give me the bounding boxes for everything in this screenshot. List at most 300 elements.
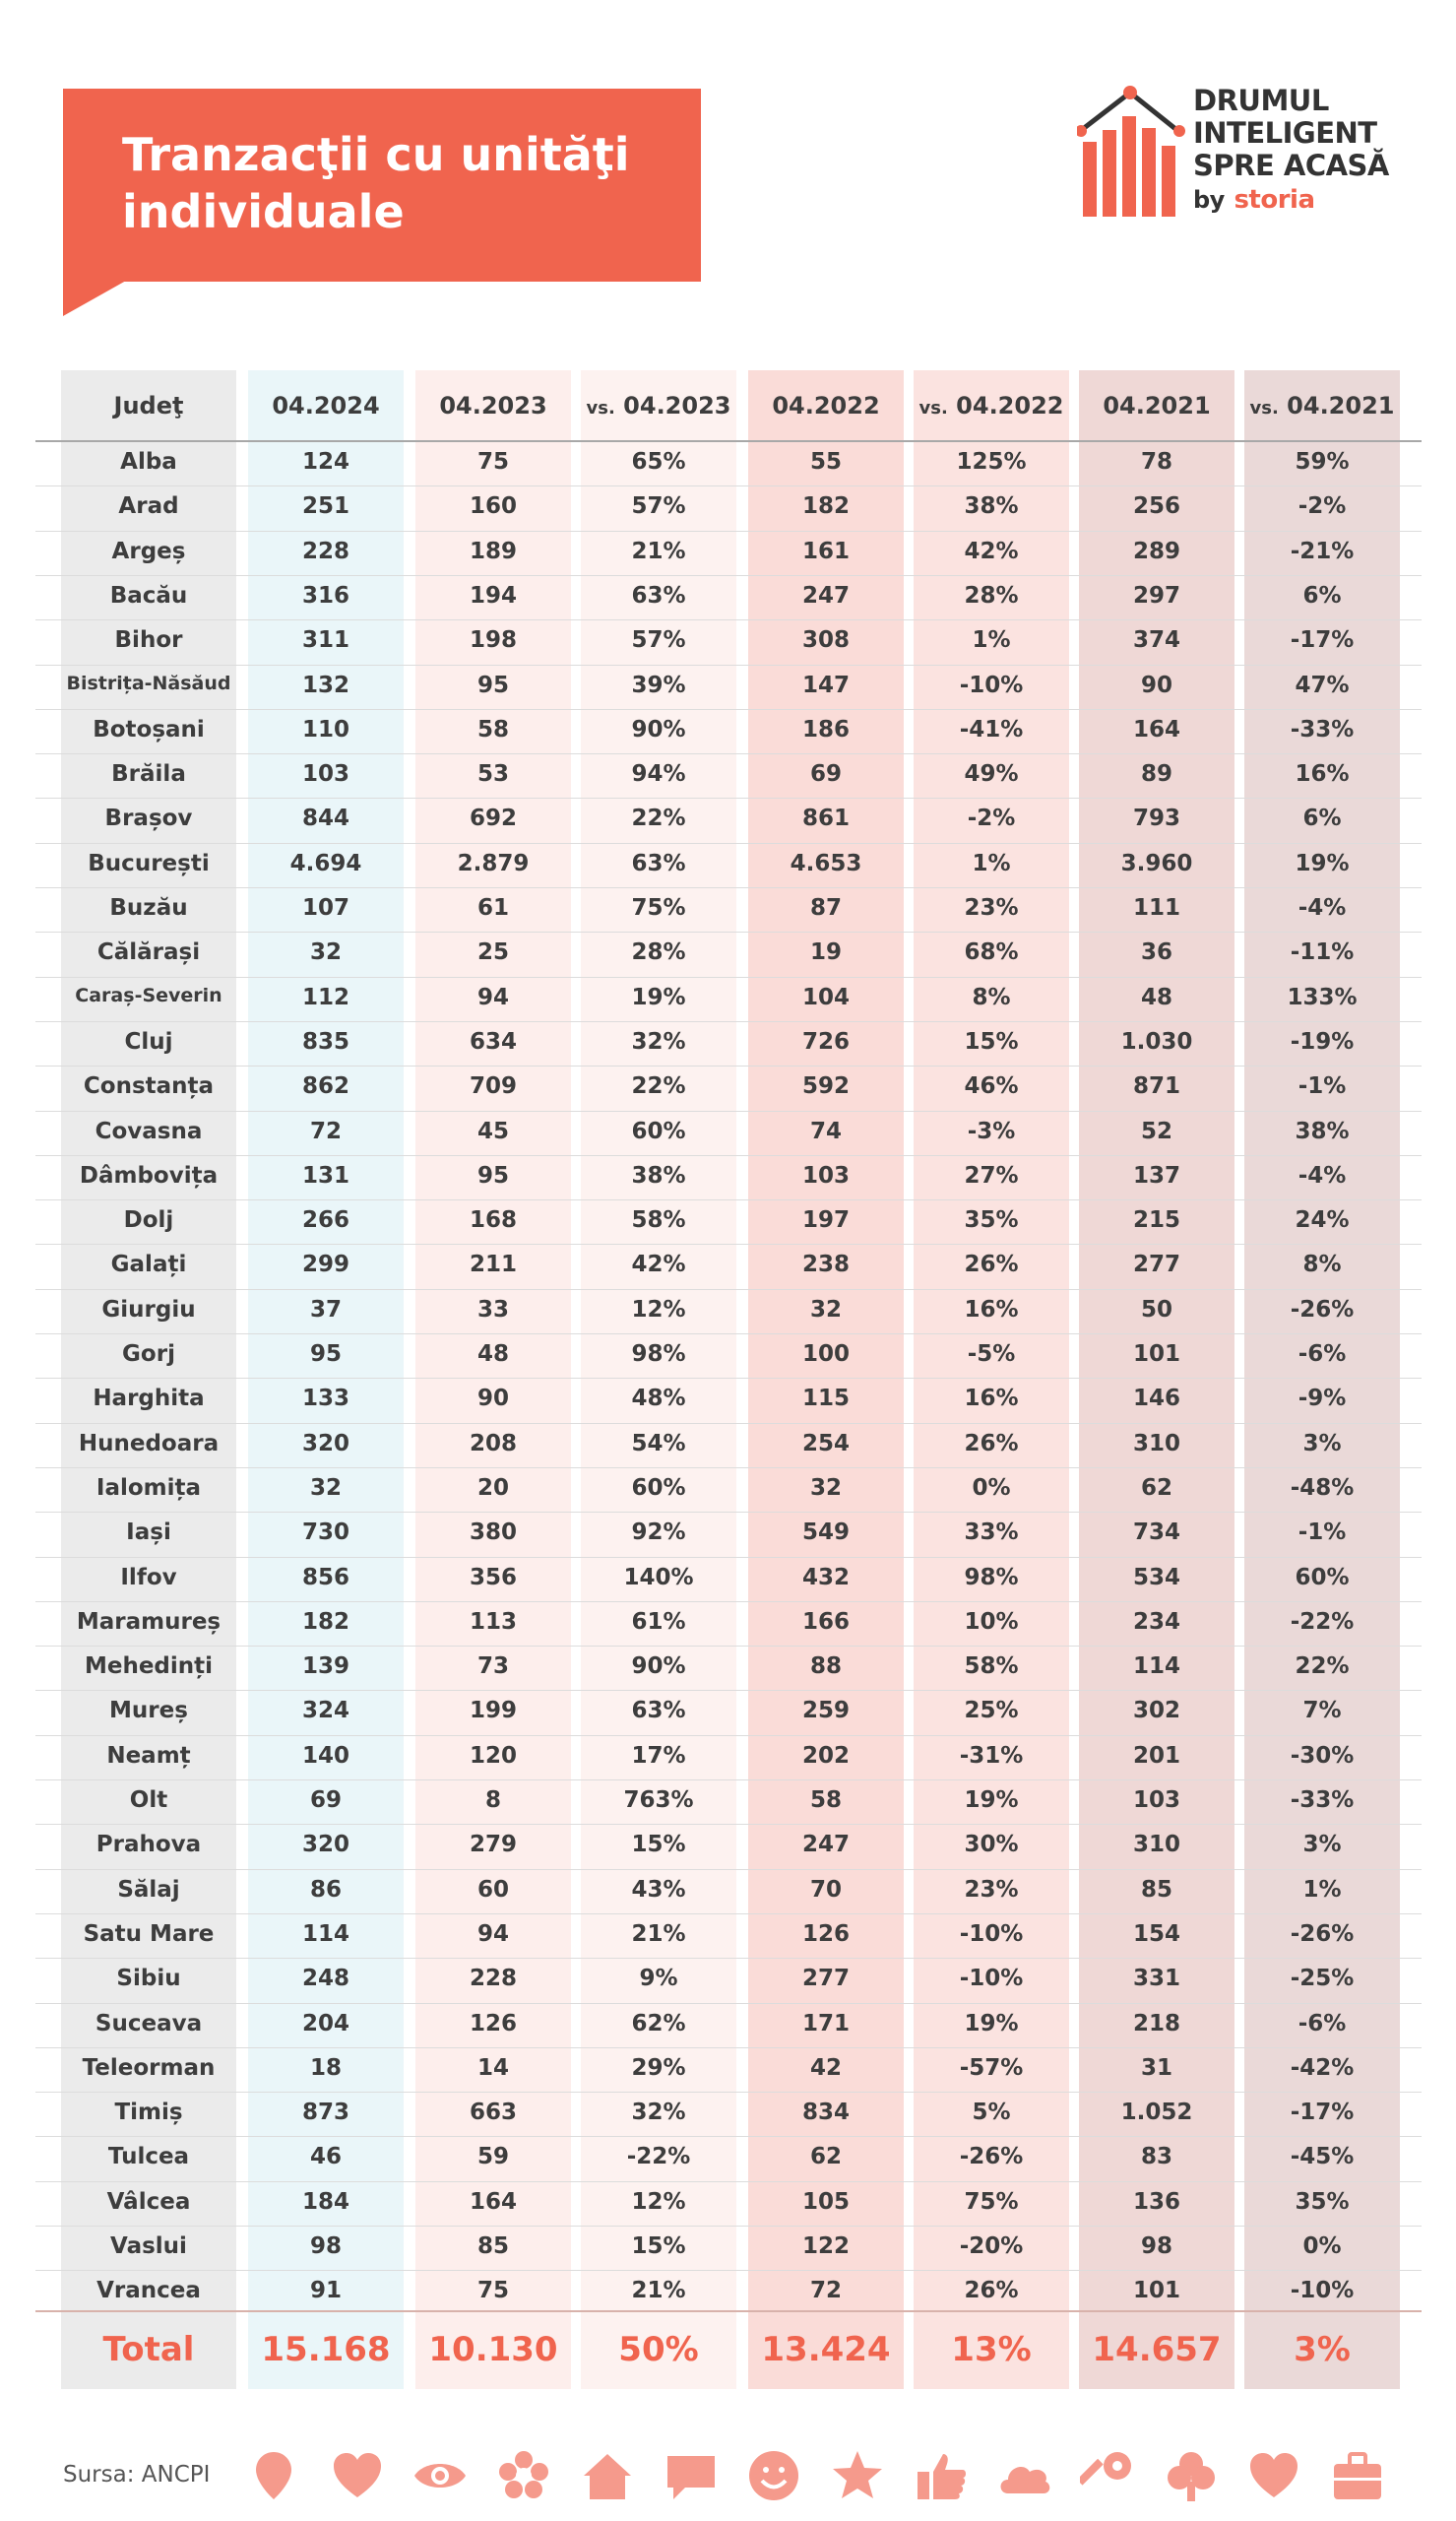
table-cell-vs2021: -30% — [1290, 1742, 1355, 1769]
table-cell-y2024: 316 — [301, 582, 349, 609]
total-cell-vs2021: 3% — [1294, 2330, 1351, 2369]
star-icon — [830, 2448, 885, 2503]
row-divider — [35, 798, 1422, 799]
heart-icon — [1246, 2448, 1301, 2503]
table-cell-y2023: 380 — [469, 1519, 517, 1546]
row-divider — [35, 1601, 1422, 1602]
table-cell-y2021: 201 — [1132, 1742, 1180, 1769]
total-label: Total — [102, 2330, 195, 2369]
county-name: Ilfov — [120, 1564, 177, 1590]
table-cell-vs2022: 30% — [964, 1832, 1019, 1858]
table-cell-vs2022: 23% — [964, 1876, 1019, 1903]
table-cell-vs2021: 19% — [1295, 850, 1350, 876]
location-pin-icon — [246, 2448, 301, 2503]
table-cell-y2022: 126 — [801, 1920, 850, 1947]
table-cell-y2021: 302 — [1132, 1698, 1180, 1724]
row-divider — [35, 2003, 1422, 2004]
table-cell-vs2022: -57% — [959, 2054, 1024, 2081]
table-cell-y2021: 89 — [1140, 761, 1172, 788]
table-cell-vs2023: 98% — [631, 1341, 686, 1367]
table-cell-vs2022: 58% — [964, 1653, 1019, 1680]
county-name: Sălaj — [117, 1876, 180, 1903]
table-cell-vs2023: 32% — [631, 1028, 686, 1055]
table-cell-y2023: 14 — [476, 2054, 509, 2081]
table-cell-y2024: 124 — [301, 449, 349, 475]
table-cell-y2024: 228 — [301, 538, 349, 564]
table-cell-y2023: 25 — [476, 939, 509, 966]
row-divider — [35, 1735, 1422, 1736]
table-cell-y2023: 211 — [469, 1252, 517, 1278]
table-cell-vs2022: -10% — [959, 1966, 1024, 1992]
table-cell-y2022: 259 — [801, 1698, 850, 1724]
table-cell-vs2021: -19% — [1290, 1028, 1355, 1055]
table-cell-vs2021: 1% — [1302, 1876, 1342, 1903]
table-cell-y2024: 835 — [301, 1028, 349, 1055]
table-cell-y2023: 95 — [476, 1162, 509, 1189]
table-cell-y2023: 709 — [469, 1073, 517, 1100]
table-cell-vs2021: 60% — [1295, 1564, 1350, 1590]
table-cell-vs2023: 60% — [631, 1118, 686, 1144]
table-cell-y2022: 32 — [809, 1474, 842, 1501]
table-cell-vs2023: 15% — [631, 2233, 686, 2259]
logo-by: by — [1193, 186, 1225, 214]
table-cell-y2021: 146 — [1132, 1386, 1180, 1412]
table-cell-y2024: 72 — [309, 1118, 342, 1144]
logo-byline — [1193, 182, 1389, 217]
county-name: Buzău — [109, 895, 188, 921]
county-name: Timiș — [114, 2100, 183, 2126]
logo-line1: DRUMUL — [1193, 84, 1329, 117]
table-cell-vs2023: 38% — [631, 1162, 686, 1189]
table-cell-vs2021: -17% — [1290, 2100, 1355, 2126]
table-cell-vs2021: -26% — [1290, 1920, 1355, 1947]
table-cell-y2024: 114 — [301, 1920, 349, 1947]
table-cell-vs2021: -4% — [1298, 895, 1347, 921]
table-cell-vs2022: 27% — [964, 1162, 1019, 1189]
table-cell-vs2022: 19% — [964, 2010, 1019, 2036]
table-cell-vs2023: 62% — [631, 2010, 686, 2036]
table-cell-vs2022: -41% — [959, 716, 1024, 743]
row-divider — [35, 2092, 1422, 2093]
table-cell-y2023: 73 — [476, 1653, 509, 1680]
table-cell-y2022: 104 — [801, 984, 850, 1010]
county-name: Satu Mare — [83, 1920, 215, 1947]
column-header-vs2023 — [581, 392, 736, 420]
table-cell-vs2022: -31% — [959, 1742, 1024, 1769]
table-cell-vs2022: 26% — [964, 1430, 1019, 1456]
table-cell-y2021: 374 — [1132, 627, 1180, 654]
table-cell-vs2021: -21% — [1290, 538, 1355, 564]
table-cell-y2021: 310 — [1132, 1832, 1180, 1858]
table-cell-y2023: 48 — [476, 1341, 509, 1367]
table-cell-vs2021: 3% — [1302, 1832, 1342, 1858]
table-cell-y2021: 62 — [1140, 1474, 1172, 1501]
table-cell-y2022: 592 — [801, 1073, 850, 1100]
table-cell-vs2023: 12% — [631, 2188, 686, 2215]
table-cell-y2024: 856 — [301, 1564, 349, 1590]
table-cell-vs2023: 60% — [631, 1474, 686, 1501]
table-cell-y2022: 308 — [801, 627, 850, 654]
table-cell-y2024: 184 — [301, 2188, 349, 2215]
table-cell-vs2023: 58% — [631, 1207, 686, 1234]
table-cell-y2022: 161 — [801, 538, 850, 564]
table-cell-vs2021: 16% — [1295, 761, 1350, 788]
county-name: Mehedinți — [84, 1653, 214, 1680]
column-header-y2024: 04.2024 — [272, 392, 380, 420]
table-cell-vs2023: 9% — [639, 1966, 678, 1992]
table-cell-y2021: 218 — [1132, 2010, 1180, 2036]
table-cell-y2021: 164 — [1132, 716, 1180, 743]
table-cell-vs2023: 43% — [631, 1876, 686, 1903]
county-name: Covasna — [95, 1118, 203, 1144]
county-name: Dolj — [123, 1207, 174, 1234]
table-cell-y2024: 4.694 — [289, 850, 362, 876]
column-header-date: 04.2022 — [947, 392, 1064, 420]
table-cell-vs2023: 57% — [631, 627, 686, 654]
county-name: Dâmbovița — [79, 1162, 219, 1189]
table-cell-y2021: 85 — [1140, 1876, 1172, 1903]
row-divider — [35, 1824, 1422, 1825]
table-cell-vs2023: 90% — [631, 716, 686, 743]
table-cell-y2021: 36 — [1140, 939, 1172, 966]
table-cell-vs2023: 54% — [631, 1430, 686, 1456]
total-cell-y2023: 10.130 — [428, 2330, 558, 2369]
table-cell-vs2021: 38% — [1295, 1118, 1350, 1144]
table-cell-vs2023: 42% — [631, 1252, 686, 1278]
table-cell-y2021: 50 — [1140, 1296, 1172, 1323]
table-cell-vs2023: 65% — [631, 449, 686, 475]
table-cell-vs2023: 12% — [631, 1296, 686, 1323]
table-cell-y2024: 46 — [309, 2144, 342, 2170]
table-cell-vs2023: 22% — [631, 806, 686, 832]
table-cell-vs2021: -11% — [1290, 939, 1355, 966]
table-cell-vs2023: 48% — [631, 1386, 686, 1412]
table-cell-y2023: 126 — [469, 2010, 517, 2036]
table-cell-vs2022: 35% — [964, 1207, 1019, 1234]
table-cell-y2024: 91 — [309, 2278, 342, 2304]
row-divider — [35, 1378, 1422, 1379]
table-cell-vs2021: -1% — [1298, 1519, 1347, 1546]
home-icon — [580, 2448, 635, 2503]
table-cell-vs2022: 15% — [964, 1028, 1019, 1055]
table-cell-y2024: 112 — [301, 984, 349, 1010]
county-name: Vrancea — [96, 2278, 201, 2304]
table-cell-vs2022: 46% — [964, 1073, 1019, 1100]
column-header-y2021: 04.2021 — [1103, 392, 1211, 420]
county-name: Giurgiu — [101, 1296, 196, 1323]
table-cell-vs2023: 90% — [631, 1653, 686, 1680]
table-cell-y2023: 20 — [476, 1474, 509, 1501]
table-cell-y2021: 734 — [1132, 1519, 1180, 1546]
table-cell-y2022: 42 — [809, 2054, 842, 2081]
table-cell-vs2021: -17% — [1290, 627, 1355, 654]
smiley-icon — [746, 2448, 801, 2503]
table-cell-y2022: 74 — [809, 1118, 842, 1144]
table-cell-y2022: 238 — [801, 1252, 850, 1278]
table-cell-y2022: 4.653 — [790, 850, 862, 876]
row-divider — [35, 1155, 1422, 1156]
table-cell-y2022: 70 — [809, 1876, 842, 1903]
table-cell-y2023: 113 — [469, 1608, 517, 1635]
total-divider — [35, 2310, 1422, 2312]
table-cell-y2023: 61 — [476, 895, 509, 921]
table-cell-y2022: 247 — [801, 1832, 850, 1858]
table-cell-vs2021: -6% — [1298, 1341, 1347, 1367]
row-divider — [35, 2136, 1422, 2137]
table-cell-y2022: 69 — [809, 761, 842, 788]
table-cell-y2022: 254 — [801, 1430, 850, 1456]
table-cell-y2021: 1.030 — [1120, 1028, 1193, 1055]
table-cell-vs2023: 63% — [631, 582, 686, 609]
table-cell-y2021: 534 — [1132, 1564, 1180, 1590]
table-cell-y2023: 90 — [476, 1386, 509, 1412]
table-cell-vs2022: 16% — [964, 1386, 1019, 1412]
table-cell-y2022: 100 — [801, 1341, 850, 1367]
table-cell-y2021: 48 — [1140, 984, 1172, 1010]
row-divider — [35, 1512, 1422, 1513]
table-cell-vs2022: -26% — [959, 2144, 1024, 2170]
column-header-county: Judeţ — [113, 392, 184, 420]
table-cell-y2022: 197 — [801, 1207, 850, 1234]
county-name: Vâlcea — [106, 2188, 191, 2215]
column-header-y2023: 04.2023 — [439, 392, 547, 420]
table-cell-y2021: 136 — [1132, 2188, 1180, 2215]
table-cell-vs2023: 19% — [631, 984, 686, 1010]
table-cell-y2021: 111 — [1132, 895, 1180, 921]
table-cell-vs2022: 19% — [964, 1787, 1019, 1813]
table-cell-y2024: 266 — [301, 1207, 349, 1234]
table-cell-y2022: 171 — [801, 2010, 850, 2036]
row-divider — [35, 531, 1422, 532]
row-divider — [35, 1913, 1422, 1914]
table-cell-y2024: 320 — [301, 1832, 349, 1858]
table-cell-y2023: 194 — [469, 582, 517, 609]
table-cell-vs2022: 75% — [964, 2188, 1019, 2215]
table-cell-vs2021: 8% — [1302, 1252, 1342, 1278]
table-cell-y2021: 31 — [1140, 2054, 1172, 2081]
table-cell-vs2022: 16% — [964, 1296, 1019, 1323]
table-cell-vs2023: 21% — [631, 2278, 686, 2304]
column-header-vs2021 — [1244, 392, 1400, 420]
column-header-prefix: vs. — [918, 398, 948, 419]
total-cell-vs2023: 50% — [618, 2330, 699, 2369]
row-divider — [35, 2181, 1422, 2182]
table-cell-vs2022: -2% — [967, 806, 1016, 832]
table-cell-y2022: 247 — [801, 582, 850, 609]
table-cell-y2022: 834 — [801, 2100, 850, 2126]
table-cell-vs2021: -33% — [1290, 1787, 1355, 1813]
table-cell-vs2022: 8% — [972, 984, 1011, 1010]
row-divider — [35, 1066, 1422, 1067]
row-divider — [35, 1423, 1422, 1424]
table-cell-y2023: 75 — [476, 449, 509, 475]
total-cell-y2024: 15.168 — [261, 2330, 391, 2369]
table-cell-y2021: 297 — [1132, 582, 1180, 609]
table-cell-vs2022: 25% — [964, 1698, 1019, 1724]
table-cell-y2022: 277 — [801, 1966, 850, 1992]
table-cell-vs2021: -33% — [1290, 716, 1355, 743]
table-cell-y2024: 320 — [301, 1430, 349, 1456]
table-cell-y2024: 324 — [301, 1698, 349, 1724]
table-cell-y2022: 62 — [809, 2144, 842, 2170]
table-cell-vs2022: 28% — [964, 582, 1019, 609]
table-cell-y2022: 726 — [801, 1028, 850, 1055]
table-cell-y2023: 634 — [469, 1028, 517, 1055]
table-cell-y2024: 86 — [309, 1876, 342, 1903]
table-cell-y2021: 154 — [1132, 1920, 1180, 1947]
column-header-date: 04.2023 — [614, 392, 731, 420]
table-cell-y2022: 861 — [801, 806, 850, 832]
logo-brand: storia — [1234, 185, 1315, 215]
table-cell-y2022: 115 — [801, 1386, 850, 1412]
table-cell-vs2021: 59% — [1295, 449, 1350, 475]
table-cell-y2023: 160 — [469, 493, 517, 520]
row-divider — [35, 1111, 1422, 1112]
table-cell-vs2021: -45% — [1290, 2144, 1355, 2170]
table-cell-vs2022: 38% — [964, 493, 1019, 520]
table-cell-vs2021: 24% — [1295, 1207, 1350, 1234]
table-cell-y2022: 105 — [801, 2188, 850, 2215]
table-cell-y2024: 131 — [301, 1162, 349, 1189]
row-divider — [35, 932, 1422, 933]
row-divider — [35, 709, 1422, 710]
table-cell-y2023: 198 — [469, 627, 517, 654]
table-cell-vs2021: -6% — [1298, 2010, 1347, 2036]
county-name: Hunedoara — [78, 1430, 220, 1456]
table-cell-vs2022: -20% — [959, 2233, 1024, 2259]
table-cell-y2021: 137 — [1132, 1162, 1180, 1189]
briefcase-icon — [1330, 2448, 1385, 2503]
table-cell-y2021: 101 — [1132, 1341, 1180, 1367]
table-cell-y2024: 32 — [309, 1474, 342, 1501]
table-cell-y2023: 75 — [476, 2278, 509, 2304]
table-cell-y2021: 234 — [1132, 1608, 1180, 1635]
row-divider — [35, 1244, 1422, 1245]
table-cell-vs2022: 1% — [972, 850, 1011, 876]
county-name: Tulcea — [107, 2144, 190, 2170]
table-cell-vs2023: 21% — [631, 1920, 686, 1947]
table-cell-vs2021: 3% — [1302, 1430, 1342, 1456]
county-name: Cluj — [124, 1028, 173, 1055]
table-cell-y2021: 90 — [1140, 672, 1172, 698]
row-divider — [35, 2270, 1422, 2271]
table-cell-vs2021: -10% — [1290, 2278, 1355, 2304]
table-cell-vs2022: 26% — [964, 2278, 1019, 2304]
eye-icon — [412, 2448, 468, 2503]
table-cell-y2024: 132 — [301, 672, 349, 698]
table-cell-vs2023: 61% — [631, 1608, 686, 1635]
county-name: Neamț — [106, 1742, 191, 1769]
table-cell-y2023: 85 — [476, 2233, 509, 2259]
table-cell-vs2022: 5% — [972, 2100, 1011, 2126]
table-cell-y2023: 58 — [476, 716, 509, 743]
row-divider — [35, 1021, 1422, 1022]
table-cell-vs2021: -48% — [1290, 1474, 1355, 1501]
county-name: Vaslui — [110, 2233, 187, 2259]
page-title — [122, 126, 683, 240]
county-name: Olt — [129, 1787, 168, 1813]
county-name: Suceava — [95, 2010, 203, 2036]
county-name: Arad — [118, 493, 179, 520]
county-name: Bacău — [109, 582, 188, 609]
page-title-line2: individuale — [122, 185, 405, 238]
row-divider — [35, 1958, 1422, 1959]
table-cell-y2024: 37 — [309, 1296, 342, 1323]
table-cell-y2022: 103 — [801, 1162, 850, 1189]
county-name: Maramureș — [76, 1608, 222, 1635]
table-cell-y2022: 122 — [801, 2233, 850, 2259]
table-cell-y2023: 692 — [469, 806, 517, 832]
table-cell-y2024: 873 — [301, 2100, 349, 2126]
table-cell-y2024: 311 — [301, 627, 349, 654]
table-cell-y2024: 862 — [301, 1073, 349, 1100]
table-cell-y2023: 33 — [476, 1296, 509, 1323]
table-cell-y2023: 59 — [476, 2144, 509, 2170]
table-cell-vs2022: 33% — [964, 1519, 1019, 1546]
table-cell-vs2022: 10% — [964, 1608, 1019, 1635]
table-cell-y2023: 356 — [469, 1564, 517, 1590]
title-banner-tail — [63, 281, 126, 316]
county-name: Brăila — [111, 761, 186, 788]
column-header-y2022: 04.2022 — [772, 392, 880, 420]
row-divider — [35, 887, 1422, 888]
table-cell-y2024: 140 — [301, 1742, 349, 1769]
table-cell-vs2021: 22% — [1295, 1653, 1350, 1680]
table-cell-y2021: 83 — [1140, 2144, 1172, 2170]
county-name: Brașov — [104, 806, 193, 832]
table-cell-vs2021: -22% — [1290, 1608, 1355, 1635]
row-divider — [35, 1333, 1422, 1334]
county-name: Mureș — [109, 1698, 188, 1724]
county-name: Bihor — [114, 627, 183, 654]
table-cell-y2022: 166 — [801, 1608, 850, 1635]
table-cell-y2023: 2.879 — [457, 850, 530, 876]
table-cell-y2022: 87 — [809, 895, 842, 921]
row-divider — [35, 1467, 1422, 1468]
table-cell-y2022: 147 — [801, 672, 850, 698]
table-cell-y2022: 55 — [809, 449, 842, 475]
logo-line3: SPRE ACASĂ — [1193, 149, 1389, 182]
table-cell-y2024: 182 — [301, 1608, 349, 1635]
table-cell-vs2022: 42% — [964, 538, 1019, 564]
table-cell-vs2023: 22% — [631, 1073, 686, 1100]
table-cell-y2021: 3.960 — [1120, 850, 1193, 876]
table-cell-y2023: 94 — [476, 984, 509, 1010]
table-cell-vs2023: 17% — [631, 1742, 686, 1769]
table-cell-y2022: 202 — [801, 1742, 850, 1769]
table-cell-y2023: 228 — [469, 1966, 517, 1992]
table-cell-y2024: 107 — [301, 895, 349, 921]
county-name: Alba — [120, 449, 177, 475]
table-cell-y2023: 60 — [476, 1876, 509, 1903]
row-divider — [35, 575, 1422, 576]
county-name: Gorj — [122, 1341, 175, 1367]
table-cell-y2024: 730 — [301, 1519, 349, 1546]
table-cell-vs2023: 63% — [631, 850, 686, 876]
row-divider — [35, 1779, 1422, 1780]
table-cell-vs2023: -22% — [626, 2144, 691, 2170]
table-cell-y2023: 189 — [469, 538, 517, 564]
county-name: Bistrița-Năsăud — [66, 672, 231, 694]
table-cell-y2024: 110 — [301, 716, 349, 743]
column-header-date: 04.2021 — [1278, 392, 1395, 420]
table-cell-y2023: 208 — [469, 1430, 517, 1456]
table-cell-vs2022: 98% — [964, 1564, 1019, 1590]
table-cell-vs2021: 47% — [1295, 672, 1350, 698]
row-divider — [35, 619, 1422, 620]
table-cell-y2023: 663 — [469, 2100, 517, 2126]
page-title-line1: Tranzacţii cu unităţi — [122, 128, 630, 181]
